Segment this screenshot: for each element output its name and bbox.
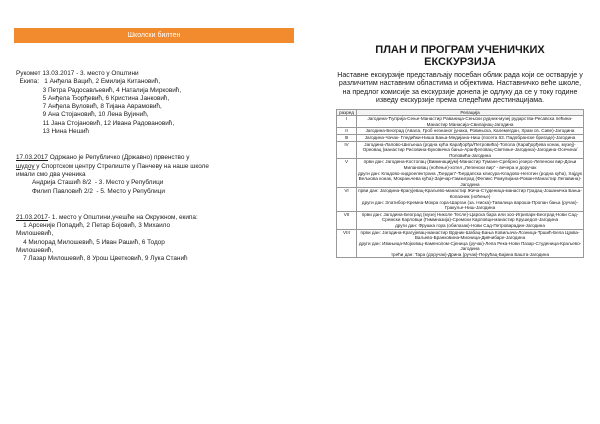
grade-cell: VIII [337, 229, 357, 258]
excursion-title-line1: ПЛАН И ПРОГРАМ УЧЕНИЧКИХ [375, 44, 545, 56]
excursion-title-line2: ЕКСКУРЗИЈА [424, 56, 496, 68]
list-item: 4 Милорад Милошевић, 5 Иван Рашић, 6 Тодор [16, 238, 165, 246]
handball-heading: Рукомет 13.03.2017 - 3. место у Општини [16, 70, 139, 77]
excursion-intro: Наставне екскурзије представљају посебан облик рада који се остварује у различитим наставним областима и објектима. Наставничко веће школе, на предлог комисије за екскурзије донела је одлуку да се у току године изведу екскурзије према следећим дестинацијама. [337, 71, 583, 105]
table-row [337, 159, 584, 188]
judo-paragraph: 17.03.2017 Одржано је Републичко (Државно) првенство у [16, 154, 190, 162]
route-cell: Јагодина-Лапово-Шиљеша (родна кућа Карађорђа/Петровића)-Топола (Карађорђева конак, музеј)-Ореовац (манастир Рисовина-Буковичка бања-Аранђеловац-Светиње-Јагодина)-Јагодина-Осечина/Поповића-Јагодина [357, 141, 584, 159]
list-item: 1 Арсеније Попадић, 2 Петар Бојовић, 3 Михаило [16, 222, 171, 230]
list-item: 7 Анђела Вуловић, 8 Тијана Аврамовић, [16, 103, 162, 111]
route-cell: први дан: Јагодина-Београд (музеј Николе Тесле)-Царска бара или зоо-Игрипарк-Београд-Нови Сад-Сремски Карловци (Гиммназија)-Сремски Карловци-манастир Крушедол-Јагодина други дан: Фрушка гора (обилазак)-Нови Сад-Петроварадин-Јагодина [357, 211, 584, 229]
grade-cell: II [337, 128, 357, 135]
grade-cell: IV [337, 141, 357, 159]
list-item: имали смо два ученика [16, 170, 86, 178]
table-header-row [337, 109, 584, 116]
football-paragraph: 21.03.2017- 1. место у Општини,учешће на Окружном, екипа: [16, 213, 198, 221]
list-item: 11 Јана Стојановић, 12 Ивана Радовановић, [16, 119, 175, 127]
left-column [16, 70, 296, 264]
route-cell: Јагодина-Ћуприја-Сење-Манастир Раваница-Сењски рудник-музеј рударства-Ресавска пећина-Манастир Манасија-Свилајнац-Јагодина [357, 116, 584, 128]
football-team-list [16, 222, 296, 263]
table-row [337, 229, 584, 258]
grade-cell: V [337, 159, 357, 188]
grade-cell: VI [337, 188, 357, 211]
column-header-route: Релација [357, 109, 584, 116]
table-row [337, 135, 584, 142]
list-item: Екипа: 1 Анђела Вацић, 2 Емилија Китановић, [16, 78, 161, 86]
column-header-grade: разред [337, 109, 357, 116]
table-row [337, 188, 584, 211]
route-cell: Јагодина-Чачак- Гледићки-Ниша Бања-Медијана-Ниш (посета 63. Падобранске бригаде)-Јагодина [357, 135, 584, 142]
bulletin-banner: Школски билтен [14, 28, 294, 43]
table-row [337, 211, 584, 229]
excursion-table [336, 109, 584, 259]
grade-cell: VII [337, 211, 357, 229]
list-item: 5 Анђела Ђорђевић, 6 Кристина Јанковић, [16, 94, 170, 102]
list-item: Милошевић, [16, 230, 54, 238]
list-item: Филип Павловић 2/2 - 5. Место у Републици [16, 187, 165, 195]
right-column [336, 44, 584, 258]
list-item: 7 Лазар Милошевић, 8 Урош Цветковић, 9 Лука Станић [16, 255, 188, 263]
list-item: 13 Нина Нешић [16, 128, 89, 136]
route-cell: први дан: Јагодина-Крагујевац-Краљево-манастир Жича-Студеница-манастир Градац-Јошаничка Бања-Копаоник (ноћење) други дан: Златибор-Кремна-Мокра гора-Шарган (за. Ниска)-Тавалица вароша-Пропан бања (ручак)-Гракуље-Ниш-Јагодина [358, 188, 582, 211]
route-cell: Јагодина-Београд (Авала, Гроб незнаног јунака, Ровињска, Калемегдан, Храм св. Саве)-Јагодина [357, 128, 584, 135]
route-cell: први дан: Јагодина-Крагујевац-манастир Врдник-Шабац-Бања Ковиљача-Лозница-Тршић-Бела Црква-Ваљево-Бранковина-Мионица-Дивчибаре-Јагодина други дан: Ивањица-Мојковац-Каменолом-Сјеница (ручак)-Лепа Река-Нови Пазар-Студеница-Краљево-Јагодина трећи дан: Тара (доручак)-Дрина (ручак)-Перућац-Бајина Башта-Јагодина [357, 229, 584, 258]
table-row [337, 128, 584, 135]
route-cell: први дан: Јагодина-Костолац (Виминацијум)-Манастир Тумане-Сребрно језеро-Лепенски вир-Доњи Милановац (ноћење)-хотел „Лепенски вир“ - вечера и доручак други дан: Кладово-хидроелектрана „Ђердап“-Ђердапска клисура-Кладово-Неготин (родна кућа), Хајдук Вељкова конак, Мокрањчева кућа)-Зајечар-Гамзиград (Феликс Ромулијана-Роман-Манастир Лепавина)-Јагодина [358, 159, 583, 187]
judo-results [16, 171, 296, 196]
list-item: Андрија Сташић 8/2 - 3. Место у Републици [16, 179, 164, 187]
grade-cell: III [337, 135, 357, 142]
list-item: Милошевић, [16, 247, 54, 255]
grade-cell: I [337, 116, 357, 128]
table-row [337, 141, 584, 159]
judo-date: 17.03.2017 [16, 154, 48, 162]
handball-team-list [16, 78, 296, 136]
list-item: 3 Петра Радосављевић, 4 Наталија Мирковић, [16, 86, 182, 94]
judo-paragraph-2: шудоу у Спортском центру Стрелиште у Панчеву на наше школе [16, 162, 209, 170]
judo-word: шудоу [16, 162, 35, 170]
table-row [337, 116, 584, 128]
list-item: 9 Ана Стојановић, 10 Лена Вујинић, [16, 111, 149, 119]
football-date: 21.03.2017 [16, 213, 48, 221]
